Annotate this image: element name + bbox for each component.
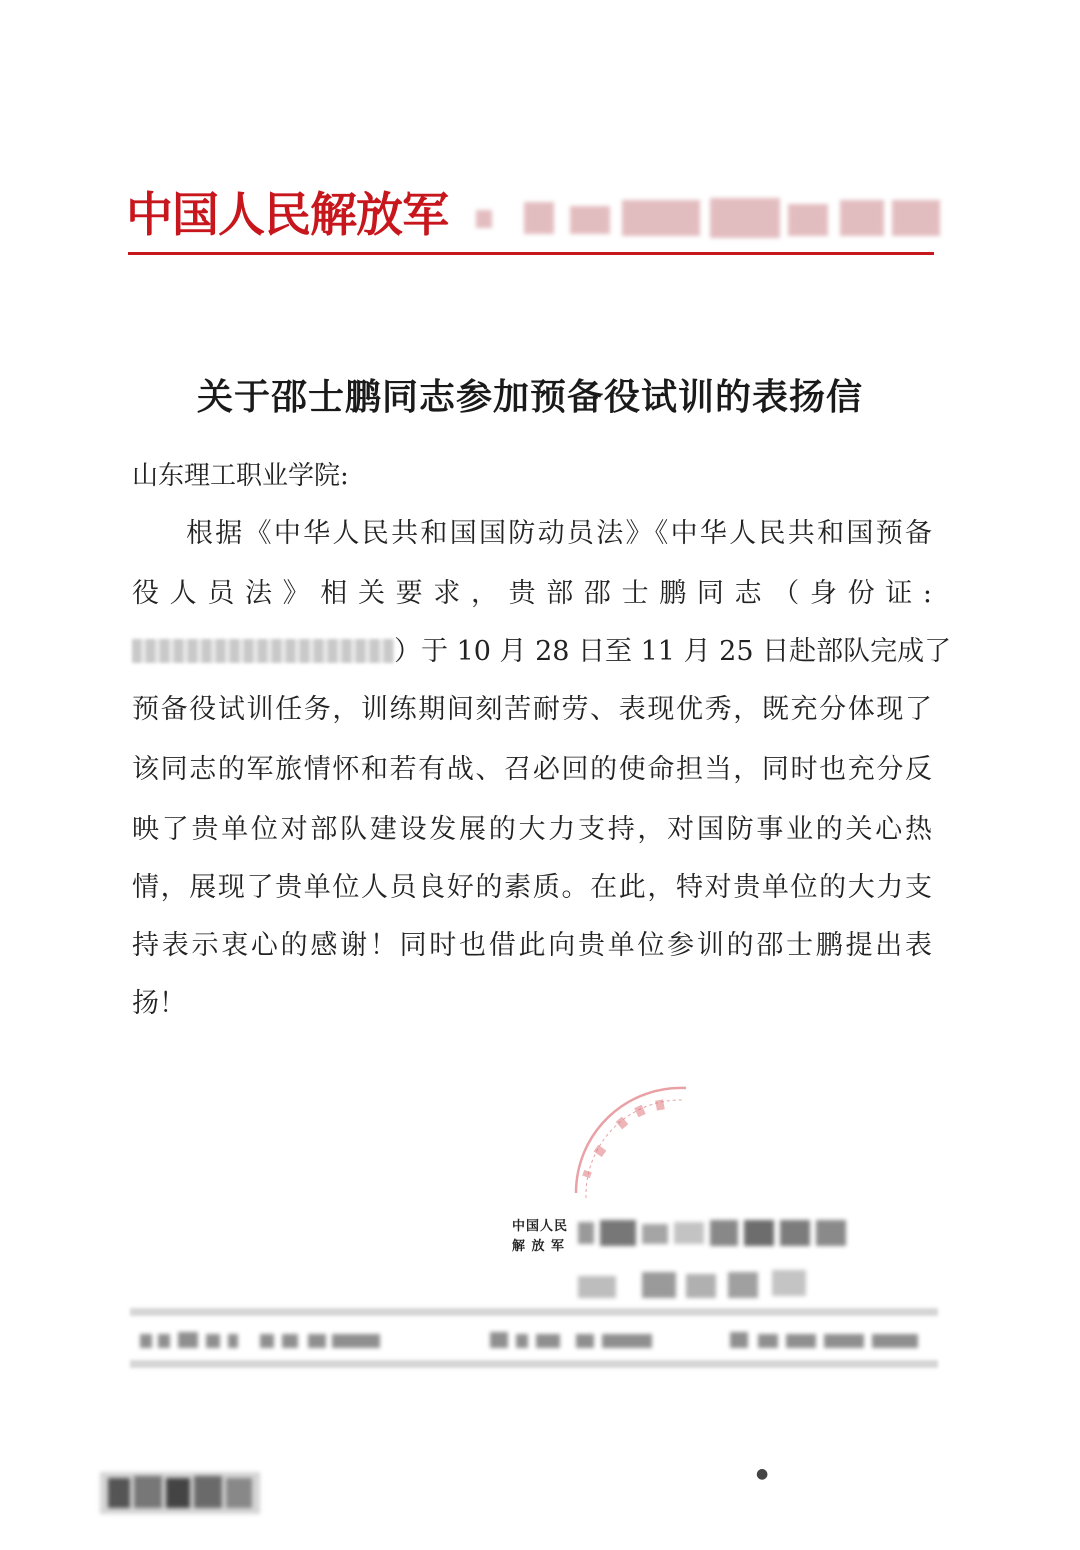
body-line-text: ）于 10 月 28 日至 11 月 25 日赴部队完成了 — [394, 636, 952, 667]
page-mark: ● — [756, 1466, 769, 1482]
redacted-date — [568, 1268, 810, 1302]
body-line: 扬！ — [132, 988, 186, 1019]
body-line: 情，展现了贵单位人员良好的素质。在此，特对贵单位的大力支 — [132, 872, 932, 903]
letterhead-divider — [128, 252, 934, 255]
body-line: 根据《中华人民共和国国防动员法》《中华人民共和国预备 — [186, 518, 932, 549]
body-line — [132, 632, 952, 672]
redacted-footer-info — [132, 1328, 932, 1352]
salutation: 山东理工职业学院: — [132, 461, 349, 491]
signature-org-line2: 解 放 军 — [512, 1239, 566, 1254]
footer-divider — [130, 1308, 938, 1316]
letterhead-redacted-unit — [458, 196, 940, 240]
redacted-id-number — [132, 639, 394, 663]
body-line: 预备役试训任务，训练期间刻苦耐劳、表现优秀，既充分体现了 — [132, 694, 932, 725]
footer-divider — [130, 1360, 938, 1368]
redacted-bottom-mark — [100, 1470, 260, 1516]
redacted-signature-unit — [578, 1218, 850, 1248]
body-line: 持表示衷心的感谢！同时也借此向贵单位参训的邵士鹏提出表 — [132, 930, 932, 961]
body-line: 役人员法》相关要求，贵部邵士鹏同志（身份证: — [132, 578, 932, 609]
letterhead-title: 中国人民解放军 — [126, 188, 448, 243]
body-line: 该同志的军旅情怀和若有战、召必回的使命担当，同时也充分反 — [132, 754, 932, 785]
body-line: 映了贵单位对部队建设发展的大力支持，对国防事业的关心热 — [132, 814, 932, 845]
document-title: 关于邵士鹏同志参加预备役试训的表扬信 — [196, 376, 863, 418]
signature-org-line1: 中国人民 — [512, 1219, 569, 1234]
